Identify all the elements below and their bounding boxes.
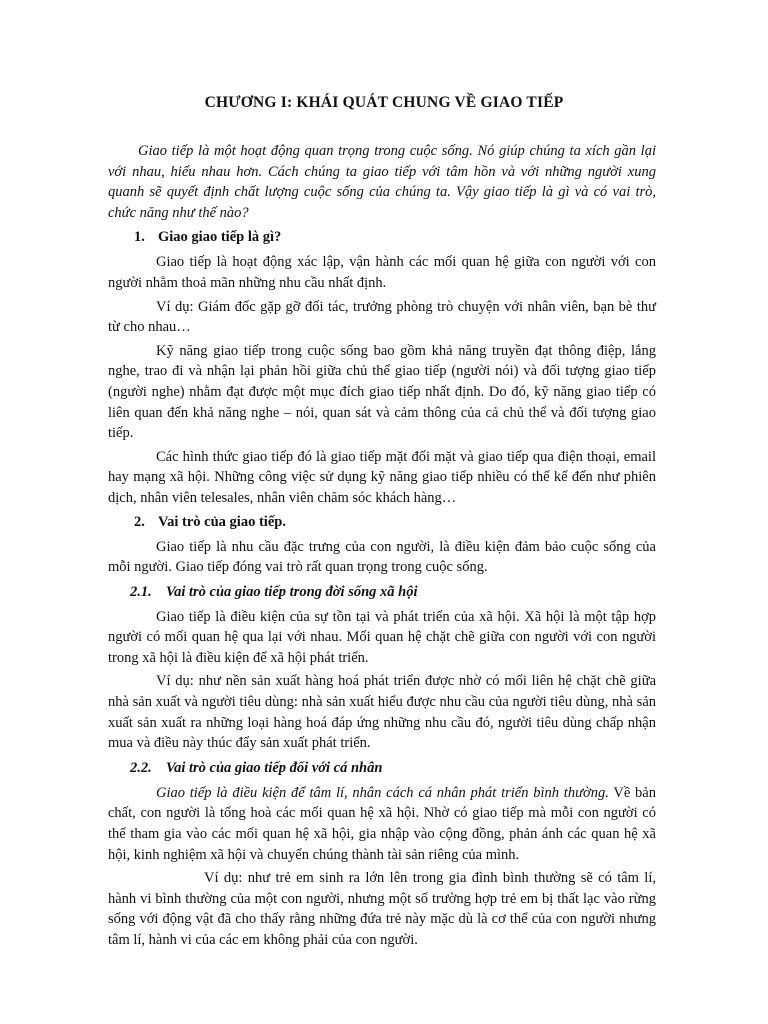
paragraph bbox=[108, 783, 656, 865]
italic-lead: Giao tiếp là điều kiện để tâm lí, nhân cách cá nhân phát triển bình thường. bbox=[156, 784, 609, 801]
section-heading-text: Vai trò của giao tiếp trong đời sống xã hội bbox=[166, 583, 418, 600]
paragraph: Giao tiếp là nhu cầu đặc trưng của con người, là điều kiện đảm bảo cuộc sống của mỗi người. Giao tiếp đóng vai trò rất quan trọng trong cuộc sống. bbox=[108, 538, 656, 576]
paragraph: Giao tiếp là điều kiện của sự tồn tại và phát triển của xã hội. Xã hội là một tập hợp người có mối quan hệ qua lại với nhau. Mối quan hệ chặt chẽ giữa con người với con người trong xã hội là điều kiện để xã hội phát triển. bbox=[108, 608, 656, 666]
section-number: 1. bbox=[134, 229, 145, 246]
paragraph: Kỹ năng giao tiếp trong cuộc sống bao gồm khả năng truyền đạt thông điệp, lắng nghe, trao đi và nhận lại phản hồi giữa chủ thể giao tiếp (người nói) và đối tượng giao tiếp (người nghe) nhằm đạt được một mục đích giao tiếp nhất định. Do đó, kỹ năng giao tiếp có liên quan đến khả năng nghe – nói, quan sát và cảm thông của cả chủ thể và đối tượng giao tiếp. bbox=[108, 342, 656, 442]
paragraph: Giao tiếp là hoạt động xác lập, vận hành các mối quan hệ giữa con người với con người nhằm thoả mãn những nhu cầu nhất định. bbox=[108, 254, 656, 291]
section-number: 2.1. bbox=[130, 583, 152, 600]
section-1-heading bbox=[134, 227, 656, 247]
intro-paragraph: Giao tiếp là một hoạt động quan trọng trong cuộc sống. Nó giúp chúng ta xích gần lại với nhau, hiểu nhau hơn. Cách chúng ta giao tiếp với tâm hồn và với những người xung quanh sẽ quyết định chất lượng cuộc sống của chúng ta. Vậy giao tiếp là gì và có vai trò, chức năng như thế nào? bbox=[108, 143, 656, 221]
section-heading-text: Giao giao tiếp là gì? bbox=[158, 229, 282, 246]
section-heading-text: Vai trò của giao tiếp. bbox=[158, 513, 286, 530]
section-2-1-heading bbox=[130, 582, 656, 602]
paragraph: Các hình thức giao tiếp đó là giao tiếp mặt đối mặt và giao tiếp qua điện thoại, email hay mạng xã hội. Những công việc sử dụng kỹ năng giao tiếp nhiều có thể kể đến như phiên dịch, nhân viên telesales, nhân viên chăm sóc khách hàng… bbox=[108, 448, 656, 506]
paragraph: Ví dụ: Giám đốc gặp gỡ đối tác, trưởng phòng trò chuyện với nhân viên, bạn bè thư từ cho nhau… bbox=[108, 298, 656, 336]
section-number: 2.2. bbox=[130, 759, 152, 776]
paragraph: Ví dụ: như nền sản xuất hàng hoá phát triển được nhờ có mối liên hệ chặt chẽ giữa nhà sản xuất và người tiêu dùng: nhà sản xuất hiểu được nhu cầu của người tiêu dùng, nhà sản xuất sản xuất ra những loại hàng hoá đáp ứng những nhu cầu đó, người tiêu dùng chấp nhận mua và điều này thúc đẩy sản xuất phát triển. bbox=[108, 673, 656, 752]
paragraph: Ví dụ: như trẻ em sinh ra lớn lên trong gia đình bình thường sẽ có tâm lí, hành vi bình thường của một con người, nhưng một số trường hợp trẻ em bị thất lạc vào rừng sống với động vật đã cho thấy rằng những đứa trẻ này mặc dù là cơ thể của con người nhưng tâm lí, hành vi của các em không phải của con người. bbox=[108, 870, 656, 948]
section-heading-text: Vai trò của giao tiếp đối với cá nhân bbox=[166, 759, 383, 776]
section-number: 2. bbox=[134, 513, 145, 530]
paragraph-rest: Về bản chất, con người là tổng hoà các mối quan hệ xã hội. Nhờ có giao tiếp mà mỗi con người có thể tham gia vào các mối quan hệ xã hội, gia nhập vào cộng đồng, phản ánh các quan hệ xã hội, kinh nghiệm xã hội và chuyển chúng thành tài sản riêng của mình. bbox=[108, 784, 656, 863]
section-2-2-heading bbox=[130, 758, 656, 778]
section-2-heading bbox=[134, 512, 656, 532]
document-body bbox=[108, 141, 656, 954]
chapter-title: CHƯƠNG I: KHÁI QUÁT CHUNG VỀ GIAO TIẾP bbox=[204, 94, 564, 111]
